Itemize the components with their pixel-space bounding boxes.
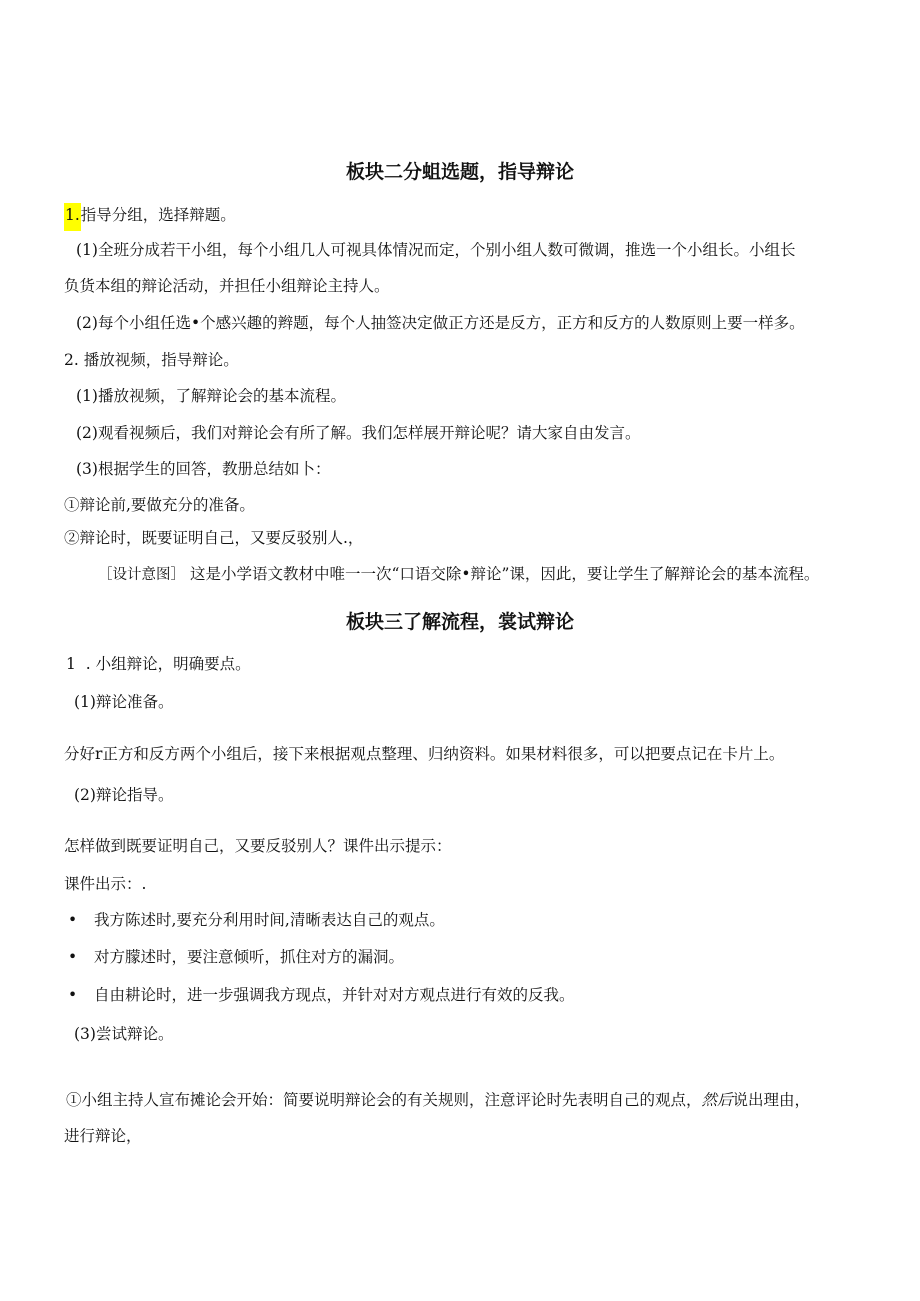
circled-item-3-1-line-2: 进行辩论， [64, 1127, 142, 1145]
paragraph-5: (3)根据学生的回答，教册总结如卜： [76, 460, 331, 478]
list-item-text: 指导分组，选择辩题。 [80, 206, 236, 224]
sub-item-2: (2)辩论指导。 [74, 786, 174, 804]
list-item-2: 2. 播放视频，指导辩论。 [64, 351, 239, 369]
bullet-item-2: 对方朦述时，要注意倾听，抓住对方的漏洞。 [94, 948, 405, 966]
circled-item-2: ②辩论时，既要证明自己，又要反驳别人.， [64, 529, 364, 547]
paragraph-4: (2)观看视频后，我们对辩论会有所了解。我们怎样展开辩论呢？请大家自由发言。 [76, 424, 641, 442]
circled-item-text-a: ①小组主持人宣布摊论会开始：简要说明辩论会的有关规则，注意评论时先表明自己的观点， [66, 1091, 702, 1109]
design-note-label: ［设计意图］ [98, 567, 185, 583]
section-heading-2: 板块二分蛆选题，指导辩论 [345, 161, 574, 183]
bullet-icon: • [68, 911, 78, 929]
paragraph-3: (1)播放视频，了解辩论会的基本流程。 [76, 387, 346, 405]
paragraph-2: (2)每个小组任选•个感兴趣的辫题，每个人抽签决定做正方还是反方，正方和反方的人数原则上要一样多。 [76, 314, 805, 332]
circled-item-1: ①辩论前,要做充分的准备。 [64, 496, 255, 514]
courseware-label: 课件出示：. [64, 875, 147, 893]
circled-item-text-b: 说出理由， [732, 1091, 811, 1109]
section-heading-3: 板块三了解流程，裳试辩论 [345, 611, 574, 633]
circled-item-3-1-line-1 [66, 1090, 810, 1110]
list-item-3-1: 1 . 小组辩论，明确要点。 [66, 655, 251, 673]
bullet-item-1: 我方陈述时,要充分利用时间,清晰表达自己的观点。 [94, 911, 445, 929]
design-note [98, 564, 819, 585]
paragraph-1-line-1: (1)全班分成若干小组，每个小组几人可视具体情况而定，个别小组人数可微调，推选一个小组长。小组长 [76, 241, 796, 259]
bullet-item-3: 自由耕论时，进一步强调我方现点，并针对对方观点进行有效的反我。 [94, 986, 575, 1004]
list-item-1 [66, 203, 236, 231]
paragraph-1-line-2: 负货本组的辩论活动，并担任小组辩论主持人。 [64, 277, 390, 295]
sub-item-1: (1)辩论准备。 [74, 693, 174, 711]
highlighted-number: 1. [64, 203, 81, 231]
sub-item-1-text: 分好r正方和反方两个小组后，接下来根据观点整理、归纳资料。如果材料很多，可以把要点记在卡片上。 [64, 745, 785, 763]
design-note-text: 这是小学语文教材中唯一一次“口语交除•辩论”课，因此，要让学生了解辩论会的基本流程。 [189, 565, 820, 583]
circled-item-text-italic: 然后 [701, 1091, 733, 1109]
bullet-icon: • [68, 948, 78, 966]
sub-item-3: (3)尝试辩论。 [74, 1025, 174, 1043]
bullet-icon: • [68, 986, 78, 1004]
sub-item-2-text: 怎样做到既要证明自己，又要反驳别人？课件出示提示： [64, 837, 452, 855]
